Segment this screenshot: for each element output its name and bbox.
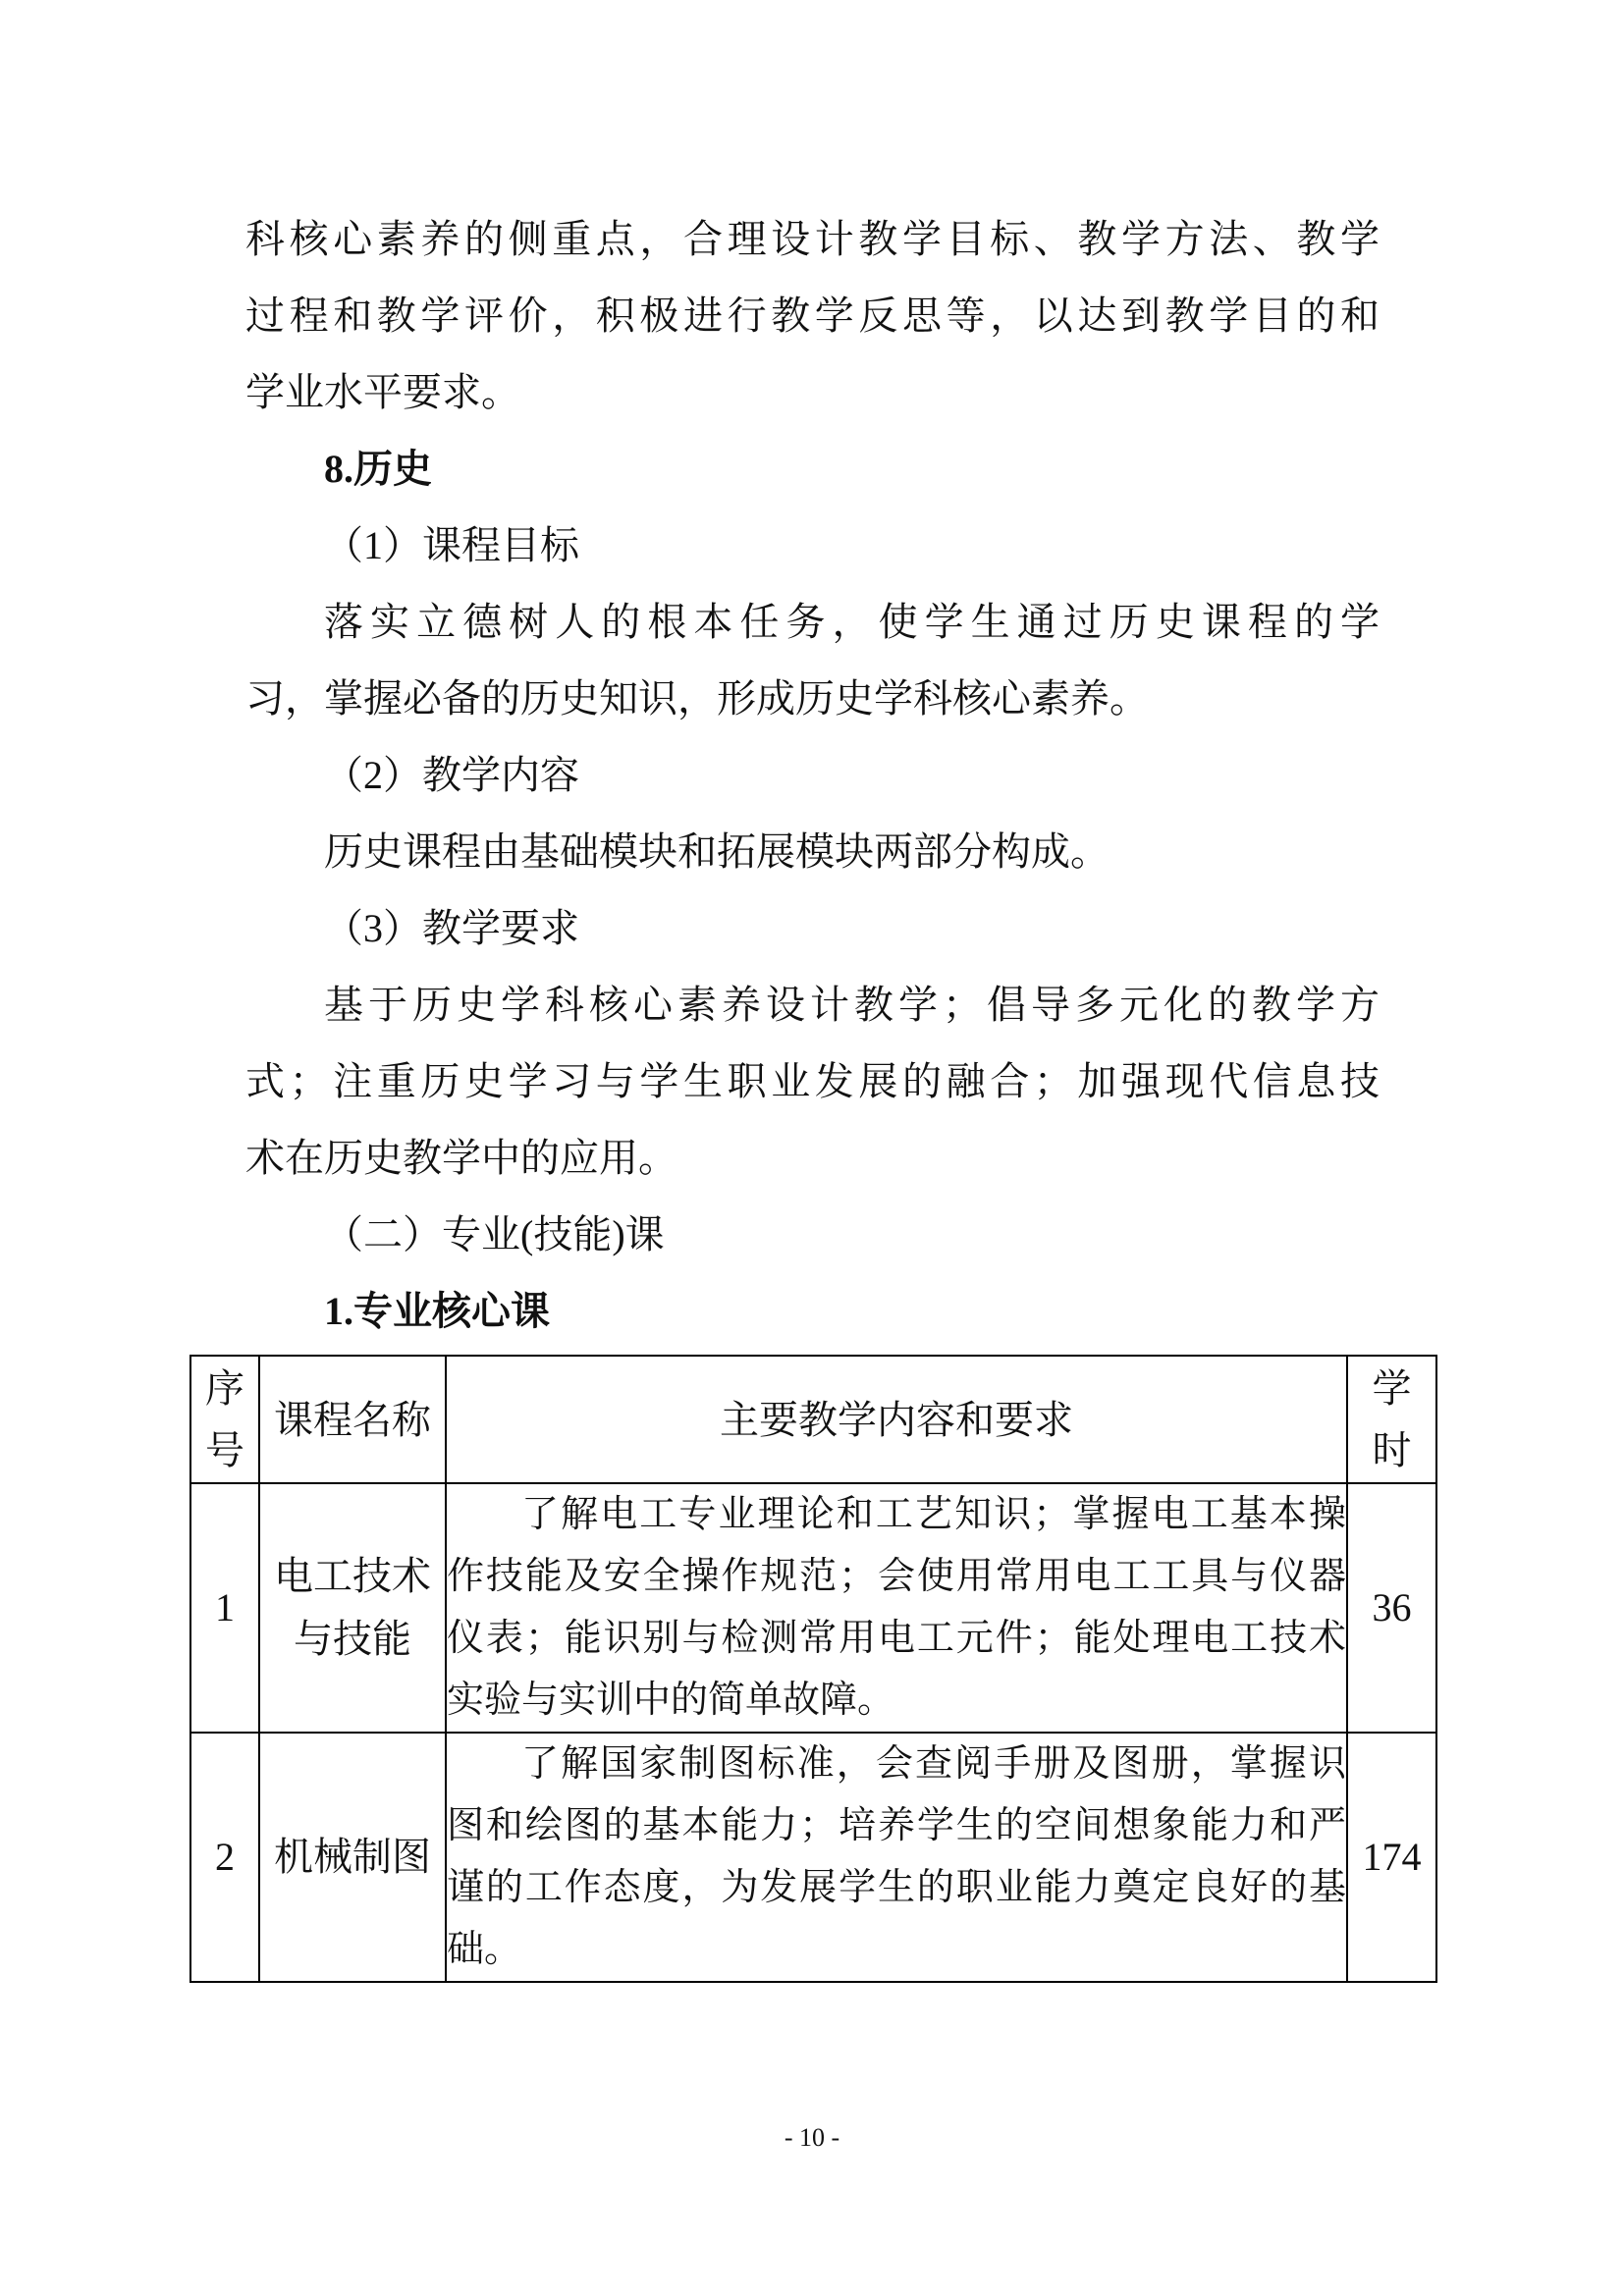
hours-cell: 174 bbox=[1347, 1733, 1436, 1982]
table-row bbox=[190, 1733, 1436, 1982]
paragraph-line: 基于历史学科核心素养设计教学；倡导多元化的教学方 bbox=[324, 983, 1380, 1027]
header-hours bbox=[1347, 1356, 1436, 1483]
core-courses-table bbox=[189, 1355, 1437, 1983]
content-cell bbox=[446, 1483, 1347, 1733]
hours-cell: 36 bbox=[1347, 1483, 1436, 1733]
content-line: 础。 bbox=[447, 1929, 522, 1970]
heading-teaching-content: （2）教学内容 bbox=[324, 753, 579, 797]
header-course-name: 课程名称 bbox=[259, 1356, 446, 1483]
paragraph-line: 学业水平要求。 bbox=[245, 370, 520, 414]
heading-core-courses: 1.专业核心课 bbox=[324, 1289, 550, 1333]
paragraph-line: 式；注重历史学习与学生职业发展的融合；加强现代信息技 bbox=[245, 1059, 1380, 1103]
header-hours-line: 学 bbox=[1372, 1366, 1412, 1411]
course-name-line: 电工技术 bbox=[274, 1554, 431, 1598]
header-seq-line: 号 bbox=[205, 1428, 244, 1472]
paragraph-line: 落实立德树人的根本任务，使学生通过历史课程的学 bbox=[324, 600, 1380, 644]
header-hours-line: 时 bbox=[1372, 1428, 1412, 1472]
header-seq-line: 序 bbox=[205, 1366, 244, 1411]
seq-cell: 2 bbox=[190, 1733, 259, 1982]
heading-course-goal: （1）课程目标 bbox=[324, 523, 579, 567]
content-line: 谨的工作态度，为发展学生的职业能力奠定良好的基 bbox=[447, 1867, 1346, 1908]
document-body bbox=[205, 201, 1422, 1983]
seq-cell: 1 bbox=[190, 1483, 259, 1733]
course-name-line: 与技能 bbox=[294, 1617, 411, 1661]
course-cell bbox=[259, 1733, 446, 1982]
header-seq bbox=[190, 1356, 259, 1483]
paragraph-line: 科核心素养的侧重点，合理设计教学目标、教学方法、教学 bbox=[245, 217, 1380, 261]
course-cell bbox=[259, 1483, 446, 1733]
heading-history: 8.历史 bbox=[324, 447, 432, 491]
content-line: 图和绘图的基本能力；培养学生的空间想象能力和严 bbox=[447, 1805, 1346, 1846]
content-line: 作技能及安全操作规范；会使用常用电工工具与仪器 bbox=[447, 1556, 1346, 1597]
course-name-line: 机械制图 bbox=[274, 1835, 431, 1879]
paragraph-line: 过程和教学评价，积极进行教学反思等，以达到教学目的和 bbox=[245, 294, 1380, 338]
content-line: 了解电工专业理论和工艺知识；掌握电工基本操 bbox=[521, 1494, 1346, 1535]
table-header-row bbox=[190, 1356, 1436, 1483]
heading-professional-skill-courses: （二）专业(技能)课 bbox=[324, 1212, 665, 1256]
paragraph-line: 历史课程由基础模块和拓展模块两部分构成。 bbox=[324, 829, 1110, 874]
page-number: - 10 - bbox=[784, 2123, 840, 2152]
content-line: 实验与实训中的简单故障。 bbox=[447, 1680, 895, 1721]
paragraph-line: 术在历史教学中的应用。 bbox=[245, 1136, 677, 1180]
table-row bbox=[190, 1483, 1436, 1733]
heading-teaching-requirements: （3）教学要求 bbox=[324, 906, 579, 950]
content-line: 仪表；能识别与检测常用电工元件；能处理电工技术 bbox=[447, 1618, 1346, 1659]
content-cell bbox=[446, 1733, 1347, 1982]
paragraph-line: 习，掌握必备的历史知识，形成历史学科核心素养。 bbox=[245, 676, 1149, 721]
content-line: 了解国家制图标准，会查阅手册及图册，掌握识 bbox=[521, 1743, 1346, 1785]
header-main-content: 主要教学内容和要求 bbox=[446, 1356, 1347, 1483]
